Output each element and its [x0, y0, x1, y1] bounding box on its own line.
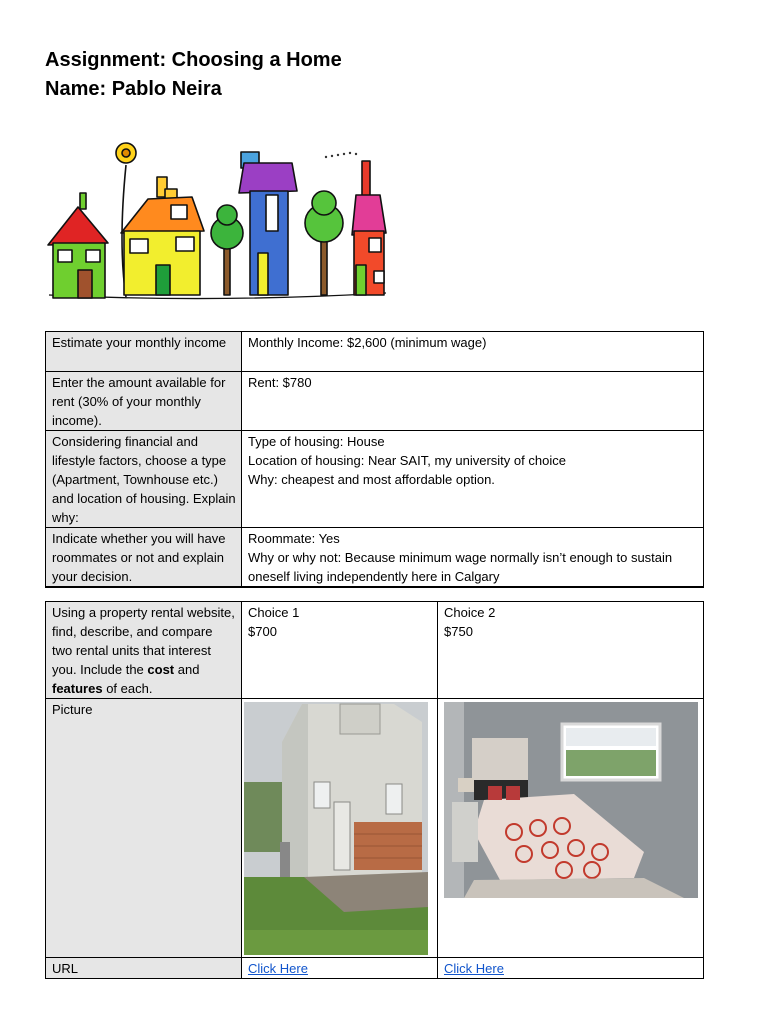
table-row — [46, 528, 704, 588]
choice2-link[interactable]: Click Here — [444, 961, 504, 976]
row-label-housing: Considering financial and lifestyle factors, choose a type (Apartment, Townhouse etc.) and location of housing. Explain why: — [46, 431, 242, 528]
comparison-prompt — [46, 602, 242, 699]
choice1-house-photo — [244, 702, 428, 955]
row-label-rent: Enter the amount available for rent (30% of your monthly income). — [46, 372, 242, 431]
table-row — [46, 431, 704, 528]
choice1-title: Choice 1 — [248, 605, 300, 620]
row-value-rent — [242, 372, 704, 431]
student-name: Name: Pablo Neira — [45, 78, 222, 100]
prompt-bold-features: features — [52, 681, 103, 696]
choice2-header — [438, 602, 704, 699]
row-value-roommates — [242, 528, 704, 588]
row-value-housing — [242, 431, 704, 528]
row-value-income — [242, 332, 704, 372]
value-line: Monthly Income: $2,600 (minimum wage) — [248, 335, 487, 350]
choice2-price: $750 — [444, 624, 473, 639]
table-row — [46, 372, 704, 431]
table-row — [46, 602, 704, 699]
prompt-bold-cost: cost — [147, 662, 175, 677]
choice2-title: Choice 2 — [444, 605, 496, 620]
choice1-url-cell — [242, 958, 438, 979]
assignment-title: Assignment: Choosing a Home — [45, 49, 342, 71]
row-label-income: Estimate your monthly income — [46, 332, 242, 372]
choice2-picture-cell — [438, 699, 704, 958]
budget-table — [45, 331, 704, 588]
value-line: Why: cheapest and most affordable option. — [248, 472, 495, 487]
choice1-picture-cell — [242, 699, 438, 958]
choice1-link[interactable]: Click Here — [248, 961, 308, 976]
row-label-roommates: Indicate whether you will have roommates or not and explain your decision. — [46, 528, 242, 588]
value-line: Rent: $780 — [248, 375, 312, 390]
url-label: URL — [46, 958, 242, 979]
prompt-text: of each. — [102, 681, 153, 696]
value-line: Why or why not: Because minimum wage normally isn’t enough to sustain oneself living independently here in Calgary — [248, 550, 673, 584]
table-row — [46, 332, 704, 372]
value-line: Type of housing: House — [248, 434, 385, 449]
choice2-bedroom-photo — [444, 702, 698, 898]
choice1-price: $700 — [248, 624, 277, 639]
choice1-header — [242, 602, 438, 699]
table-row — [46, 958, 704, 979]
value-line: Roommate: Yes — [248, 531, 340, 546]
prompt-text: Using a property rental website, find, describe, and compare two rental units that interest you. Include the — [52, 605, 235, 677]
rental-comparison-table — [45, 601, 704, 979]
choice2-url-cell — [438, 958, 704, 979]
table-row — [46, 699, 704, 958]
houses-illustration — [44, 135, 390, 305]
prompt-text: and — [174, 662, 200, 677]
picture-label: Picture — [46, 699, 242, 958]
value-line: Location of housing: Near SAIT, my university of choice — [248, 453, 566, 468]
